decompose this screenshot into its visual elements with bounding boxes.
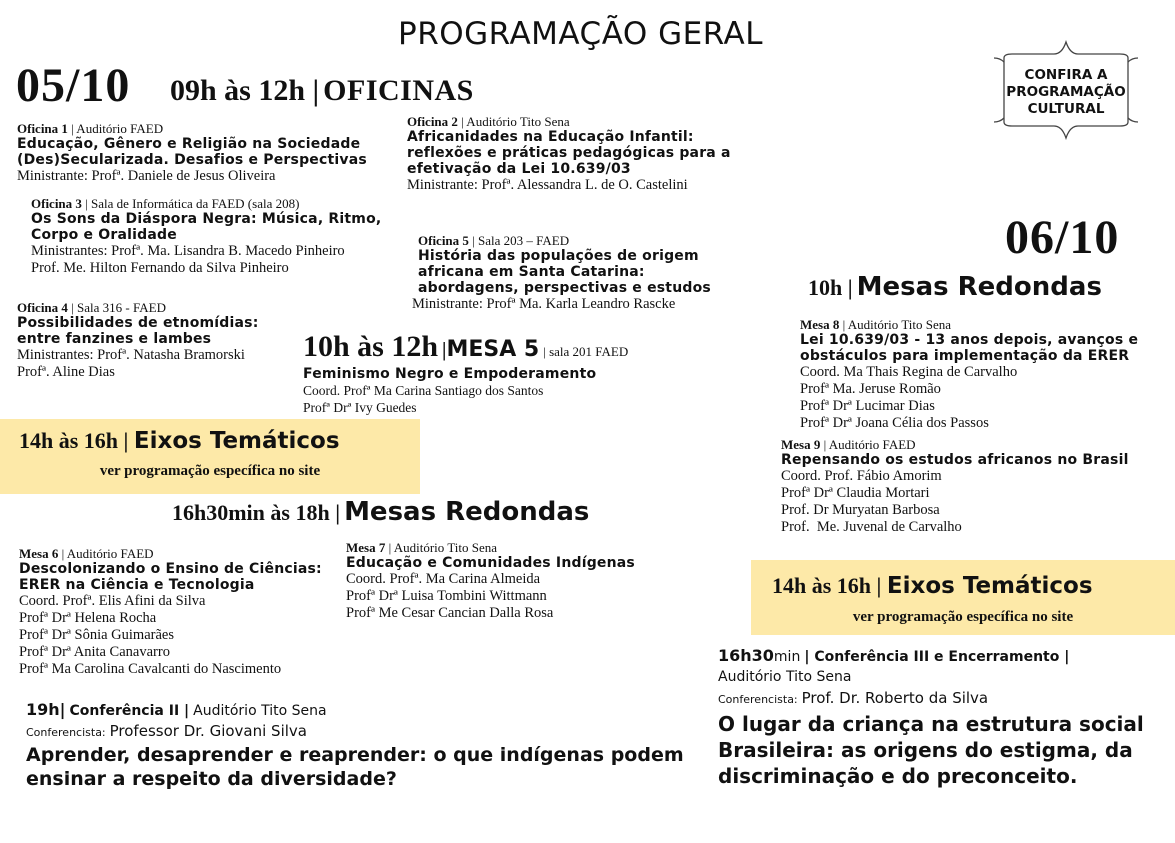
oficinas-label: OFICINAS: [323, 74, 474, 107]
day2-mesas-header: [808, 272, 1102, 302]
person: Profª Me Cesar Cancian Dalla Rosa: [346, 605, 554, 621]
mesa-9-title: Repensando os estudos africanos no Brasil: [781, 452, 1129, 468]
mesa-5: [303, 330, 723, 416]
mesa-7-place: | Auditório Tito Sena: [385, 540, 498, 555]
eixos-label: Eixos Temáticos: [886, 573, 1093, 599]
day1-mesas-header: [172, 497, 589, 527]
mesa-8: [800, 317, 1170, 432]
person: Coord. Ma Thais Regina de Carvalho: [800, 364, 1018, 380]
mesa-6: [19, 546, 349, 678]
conf2-speaker-label: Conferencista:: [26, 726, 106, 739]
oficina-2-number: Oficina 2: [407, 114, 458, 129]
mesa-5-sep: |: [442, 339, 447, 361]
person: Profª Drª Joana Célia dos Passos: [800, 415, 989, 431]
mesa-7-title: Educação e Comunidades Indígenas: [346, 555, 635, 571]
mesa-5-place: | sala 201 FAED: [543, 344, 629, 359]
person: Profª Drª Claudia Mortari: [781, 485, 930, 501]
badge-text: CONFIRA A PROGRAMAÇÃO CULTURAL: [1006, 67, 1126, 117]
page-title: PROGRAMAÇÃO GERAL: [398, 16, 763, 52]
person: Profª Drª Lucimar Dias: [800, 398, 935, 414]
oficina-4-number: Oficina 4: [17, 300, 68, 315]
person: Profª. Aline Dias: [17, 364, 115, 380]
conf2-sep: |: [59, 700, 66, 719]
mesa-8-number: Mesa 8: [800, 317, 840, 332]
mesas-label: Mesas Redondas: [344, 497, 590, 527]
oficina-2-place: | Auditório Tito Sena: [457, 114, 570, 129]
day2-eixos-header: [772, 573, 1093, 599]
person: Ministrantes: Profª. Ma. Lisandra B. Macedo Pinheiro: [31, 243, 345, 259]
day1-eixos-band: [0, 419, 420, 494]
oficina-3-title: Os Sons da Diáspora Negra: Música, Ritmo, Corpo e Oralidade: [31, 211, 382, 243]
oficina-4: [17, 300, 297, 381]
person: Prof. Me. Juvenal de Carvalho: [781, 519, 962, 535]
eixos-time: 14h às 16h |: [19, 428, 129, 453]
day2-mesas-time: 10h |: [808, 275, 853, 300]
day2-eixos-sub: ver programação específica no site: [852, 609, 1074, 625]
oficina-2: [407, 114, 757, 194]
oficina-5: [412, 233, 738, 313]
oficina-5-people: [412, 296, 738, 313]
conf3-unit: min: [773, 649, 801, 665]
mesa-5-title: Feminismo Negro e Empoderamento: [303, 366, 597, 382]
conf2-place: Auditório Tito Sena: [193, 703, 327, 719]
day2-eixos-band: [751, 560, 1175, 635]
oficina-3-place: | Sala de Informática da FAED (sala 208): [81, 196, 300, 211]
mesa-6-people: [19, 593, 349, 678]
oficina-5-title: História das populações de origem africana em Santa Catarina: abordagens, perspectivas e estudos: [418, 248, 711, 296]
person: Profª Ma. Jeruse Romão: [800, 381, 941, 397]
person: Profª Ma Carolina Cavalcanti do Nascimento: [19, 661, 282, 677]
oficina-1-title: Educação, Gênero e Religião na Sociedade (Des)Secularizada. Desafios e Perspectivas: [17, 136, 367, 168]
person: Coord. Prof. Fábio Amorim: [781, 468, 942, 484]
person: Profª Drª Sônia Guimarães: [19, 627, 174, 643]
conf2-time: 19h: [26, 700, 60, 719]
oficina-4-people: [17, 347, 297, 381]
mesa-8-title: Lei 10.639/03 - 13 anos depois, avanços e obstáculos para implementação da ERER: [800, 332, 1139, 364]
mesa-9: [781, 437, 1161, 536]
oficina-1: [17, 121, 397, 185]
person: Ministrante: Profª Ma. Karla Leandro Rascke: [412, 296, 676, 312]
person: Ministrante: Profª. Daniele de Jesus Oliveira: [17, 168, 276, 184]
oficina-3-people: [31, 243, 421, 277]
oficina-3: [31, 196, 421, 277]
mesa-6-place: | Auditório FAED: [58, 546, 154, 561]
oficina-5-number: Oficina 5: [418, 233, 469, 248]
mesa-6-title: Descolonizando o Ensino de Ciências: ERER na Ciência e Tecnologia: [19, 561, 322, 593]
day1-eixos-header: [19, 428, 340, 454]
oficina-5-place: | Sala 203 – FAED: [468, 233, 570, 248]
day2-date: 06/10: [1005, 211, 1120, 264]
oficina-2-people: [407, 177, 757, 194]
mesa-9-place: | Auditório FAED: [820, 437, 916, 452]
person: Coord. Profª Ma Carina Santiago dos Santos: [303, 383, 544, 398]
person: Prof. Me. Hilton Fernando da Silva Pinheiro: [31, 260, 289, 276]
mesa-8-people: [800, 364, 1170, 432]
oficina-1-place: | Auditório FAED: [67, 121, 164, 136]
mesas-time: 16h30min às 18h |: [172, 500, 341, 525]
oficinas-time: 09h às 12h |: [170, 74, 320, 107]
conferencia-2: [26, 700, 706, 791]
conf3-title: O lugar da criança na estrutura social Brasileira: as origens do estigma, da discriminação e do preconceito.: [718, 712, 1144, 788]
conferencia-3: [718, 646, 1173, 789]
oficina-1-number: Oficina 1: [17, 121, 68, 136]
person: Profª Drª Helena Rocha: [19, 610, 157, 626]
person: Profª Drª Luisa Tombini Wittmann: [346, 588, 547, 604]
oficina-1-people: [17, 168, 397, 185]
mesa-8-place: | Auditório Tito Sena: [839, 317, 952, 332]
eixos-time: 14h às 16h |: [772, 573, 882, 598]
person: Coord. Profª. Ma Carina Almeida: [346, 571, 541, 587]
person: Prof. Dr Muryatan Barbosa: [781, 502, 940, 518]
conf2-label: Conferência II |: [69, 703, 190, 719]
day2-mesas-label: Mesas Redondas: [856, 272, 1102, 302]
oficina-2-title: Africanidades na Educação Infantil: reflexões e práticas pedagógicas para a efetivação da Lei 10.639/03: [407, 129, 731, 177]
mesa-5-label: MESA 5: [446, 337, 540, 362]
conf2-title: Aprender, desaprender e reaprender: o que indígenas podem ensinar a respeito da diversidade?: [26, 744, 684, 790]
conf3-label: | Conferência III e Encerramento |: [804, 649, 1070, 665]
conf3-speaker-label: Conferencista:: [718, 693, 798, 706]
mesa-5-people: [303, 382, 723, 416]
mesa-6-number: Mesa 6: [19, 546, 59, 561]
mesa-5-time: 10h às 12h: [303, 330, 439, 363]
person: Ministrantes: Profª. Natasha Bramorski: [17, 347, 245, 363]
conf3-speaker: Prof. Dr. Roberto da Silva: [801, 689, 989, 707]
conf3-place: Auditório Tito Sena: [718, 669, 852, 685]
mesa-9-number: Mesa 9: [781, 437, 821, 452]
person: Ministrante: Profª. Alessandra L. de O. Castelini: [407, 177, 688, 193]
oficina-3-number: Oficina 3: [31, 196, 82, 211]
day1-oficinas-header: [170, 74, 474, 108]
person: Profª Drª Ivy Guedes: [303, 400, 417, 415]
mesa-9-people: [781, 468, 1161, 536]
mesa-7-people: [346, 571, 676, 622]
cultural-program-badge[interactable]: [992, 40, 1140, 140]
oficina-4-title: Possibilidades de etnomídias: entre fanzines e lambes: [17, 315, 259, 347]
day1-date: 05/10: [16, 59, 131, 112]
person: Profª Drª Anita Canavarro: [19, 644, 170, 660]
mesa-7: [346, 540, 676, 622]
day1-eixos-sub: ver programação específica no site: [99, 463, 321, 479]
person: Coord. Profª. Elis Afini da Silva: [19, 593, 206, 609]
oficina-4-place: | Sala 316 - FAED: [67, 300, 166, 315]
conf2-speaker: Professor Dr. Giovani Silva: [109, 722, 307, 740]
conf3-time: 16h30: [718, 646, 774, 665]
eixos-label: Eixos Temáticos: [133, 428, 340, 454]
mesa-7-number: Mesa 7: [346, 540, 386, 555]
